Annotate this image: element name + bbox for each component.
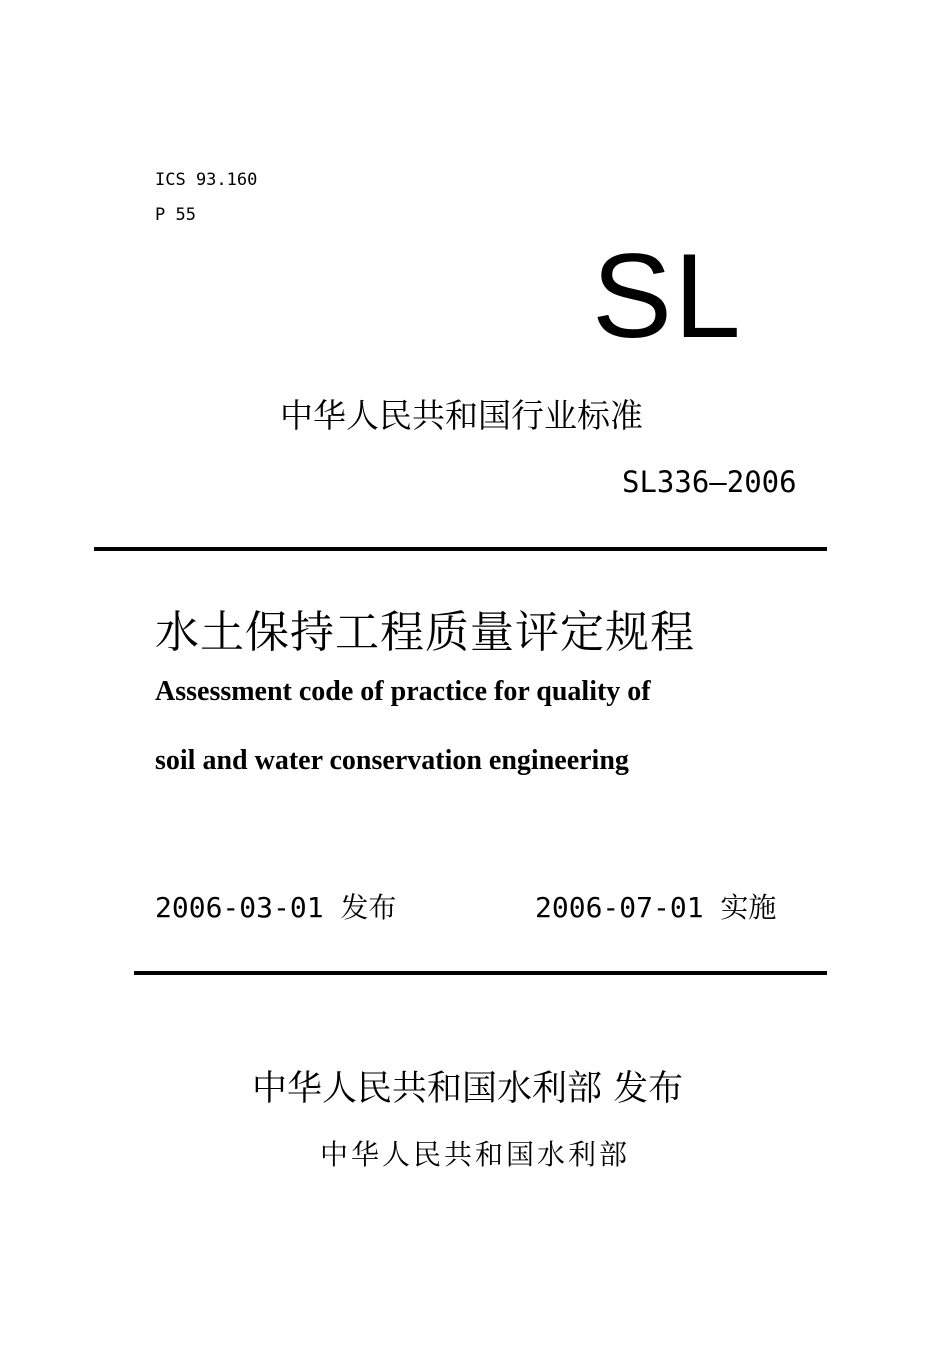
title-english-line2: soil and water conservation engineering xyxy=(155,745,629,776)
top-divider xyxy=(94,547,827,551)
standard-number: SL336—2006 xyxy=(622,465,797,499)
publisher-name: 中华人民共和国水利部 xyxy=(320,1138,631,1171)
issue-date: 2006-03-01 发布 xyxy=(155,891,397,924)
title-chinese: 水土保持工程质量评定规程 xyxy=(155,607,695,658)
standard-category: 中华人民共和国行业标准 xyxy=(280,396,643,435)
classification-code: P 55 xyxy=(155,205,196,225)
ics-code: ICS 93.160 xyxy=(155,170,258,190)
standard-mark-logo: SL xyxy=(592,229,743,363)
publisher-line: 中华人民共和国水利部 发布 xyxy=(252,1069,684,1109)
title-english-line1: Assessment code of practice for quality of xyxy=(155,676,651,707)
bottom-divider xyxy=(134,971,827,975)
implementation-date: 2006-07-01 实施 xyxy=(535,891,777,924)
